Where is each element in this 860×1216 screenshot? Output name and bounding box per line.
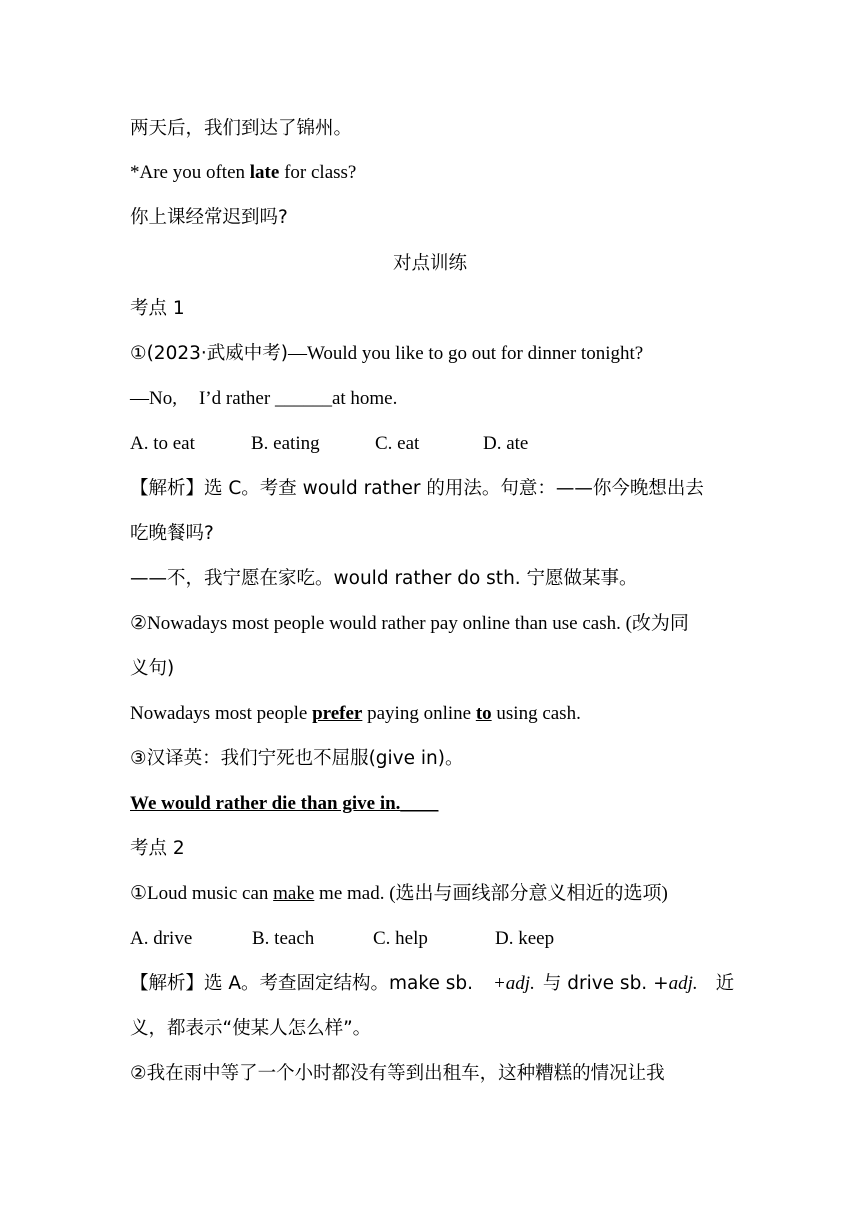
answer-sentence: We would rather die than give in. <box>130 793 401 814</box>
example-translation-jinzhou: 两天后，我们到达了锦州。 <box>130 118 353 139</box>
answer-to: to <box>475 703 492 724</box>
question-2-answer: Nowadays most people prefer paying online to using cash. <box>130 703 581 724</box>
option-c: C. eat <box>375 433 420 454</box>
example-sentence-late: *Are you often late for class? <box>130 162 357 183</box>
answer-prefer: prefer <box>312 703 363 724</box>
section-title: 对点训练 <box>392 253 467 274</box>
option-b: B. eating <box>251 433 320 454</box>
kaodian-2-analysis-line-2: 义，都表示“使某人怎么样”。 <box>130 1018 372 1039</box>
kaodian-1-heading: 考点 1 <box>130 298 185 319</box>
kaodian-2-question-1: ①Loud music can make me mad. (选出与画线部分意义相近的选项) <box>130 883 668 904</box>
option-d: D. ate <box>483 433 529 454</box>
underlined-make: make <box>273 883 315 904</box>
question-1-options <box>130 432 735 456</box>
question-1-reply: —No, I’d rather ______at home. <box>130 388 398 409</box>
answer-blank: ____ <box>400 793 439 814</box>
kaodian-2-options <box>130 927 735 951</box>
question-2-line-1: ②Nowadays most people would rather pay online than use cash. (改为同 <box>130 613 689 634</box>
question-1-analysis-line-3: ——不，我宁愿在家吃。would rather do sth. 宁愿做某事。 <box>130 568 638 589</box>
question-2-line-2: 义句) <box>130 658 175 679</box>
keyword-late: late <box>249 162 280 183</box>
kaodian-2-heading: 考点 2 <box>130 838 185 859</box>
kaodian-2-analysis-line-1: 【解析】选 A。考查固定结构。make sb. +adj. 与 drive sb. +adj. 近 <box>130 973 735 994</box>
kaodian-2-question-2: ②我在雨中等了一个小时都没有等到出租车，这种糟糕的情况让我 <box>130 1063 665 1084</box>
question-1-analysis-line-1: 【解析】选 C。考查 would rather 的用法。句意：——你今晚想出去 <box>130 478 704 499</box>
option-a: A. drive <box>130 928 193 949</box>
question-3-text: ③汉译英：我们宁死也不屈服(give in)。 <box>130 748 464 769</box>
example-translation-late: 你上课经常迟到吗? <box>130 207 288 228</box>
option-b: B. teach <box>252 928 315 949</box>
option-a: A. to eat <box>130 433 195 454</box>
option-c: C. help <box>373 928 428 949</box>
question-1-source: ①(2023·武威中考) <box>130 343 288 364</box>
question-1-stem: ①(2023·武威中考)—Would you like to go out for dinner tonight? <box>130 343 644 364</box>
question-3-answer <box>130 792 735 816</box>
option-d: D. keep <box>495 928 555 949</box>
question-1-analysis-line-2: 吃晚餐吗? <box>130 523 214 544</box>
